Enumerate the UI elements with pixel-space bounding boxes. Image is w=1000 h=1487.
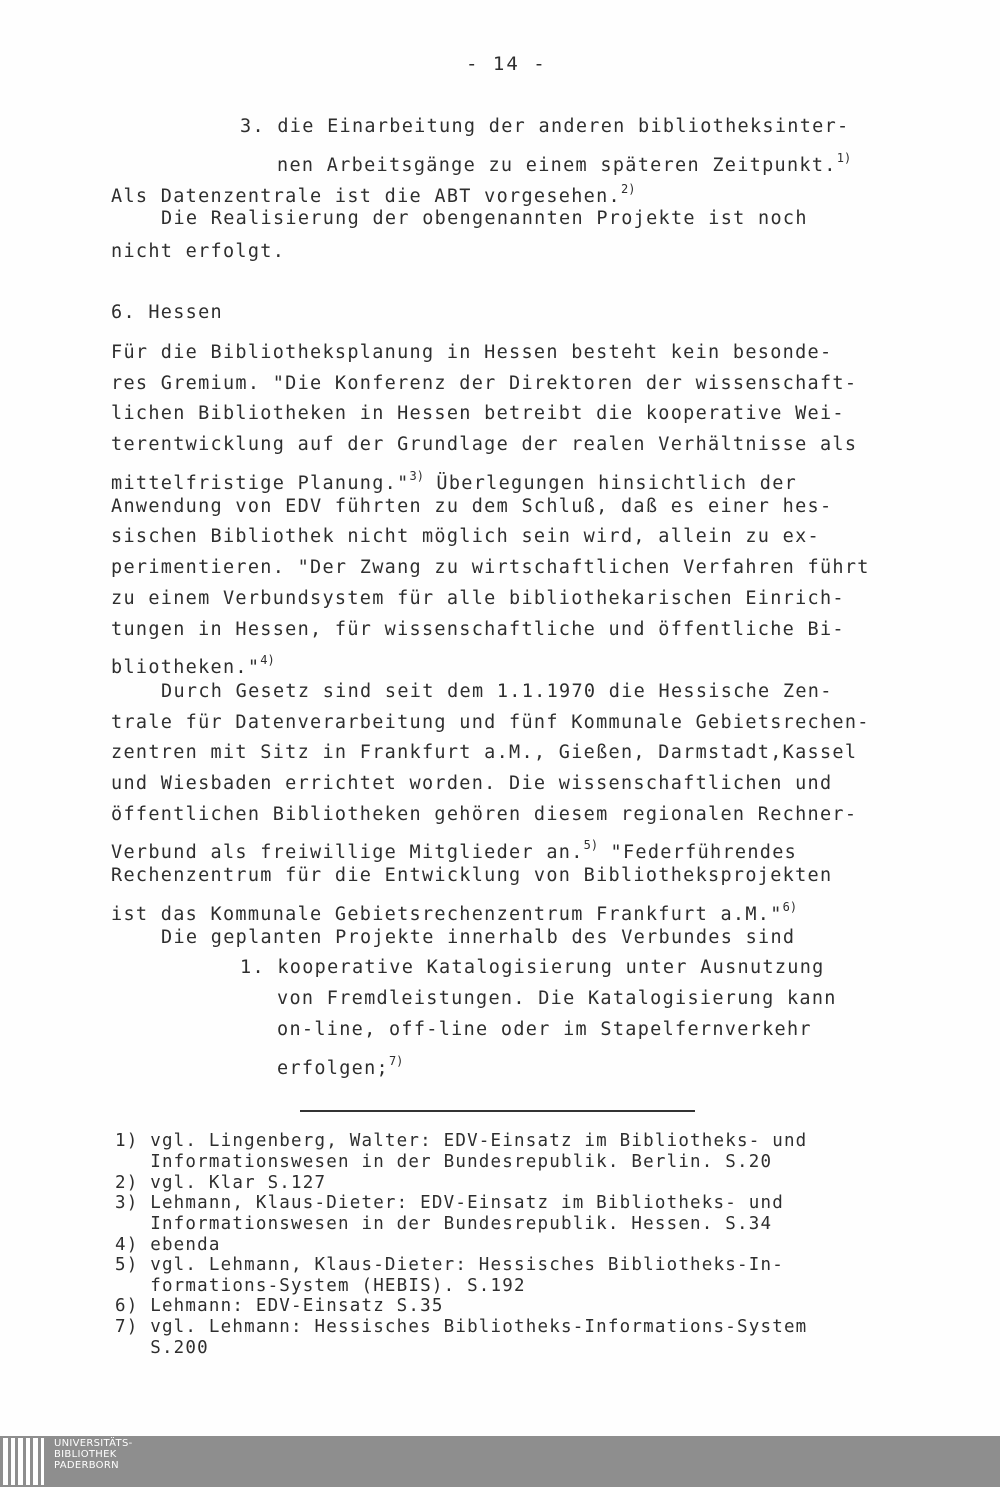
footnote: 4) ebenda	[115, 1235, 221, 1255]
text-line: res Gremium. "Die Konferenz der Direktoren der wissenschaft-	[111, 373, 858, 394]
footnote-ref: 6)	[782, 900, 798, 914]
text-line: Rechenzentrum für die Entwicklung von Bibliotheksprojekten	[111, 865, 833, 886]
footnote-ref: 2)	[620, 182, 636, 196]
text-line: mittelfristige Planung."$^{3)}$ Überlegungen hinsichtlich der	[111, 469, 798, 494]
footnote: formations-System (HEBIS). S.192	[115, 1276, 526, 1296]
text-line: Anwendung von EDV führten zu dem Schluß, daß es einer hes-	[111, 496, 833, 517]
library-logo-icon	[0, 1436, 50, 1487]
footnote-ref: 4)	[260, 653, 275, 667]
footnote-ref: 1)	[836, 151, 852, 165]
footnote: 5) vgl. Lehmann, Klaus-Dieter: Hessisches Bibliotheks-In-	[115, 1255, 784, 1275]
text-line: trale für Datenverarbeitung und fünf Kommunale Gebietsrechen-	[111, 712, 870, 733]
section-heading: 6. Hessen	[111, 302, 223, 323]
footnote: 7) vgl. Lehmann: Hessisches Bibliotheks-Informations-System	[115, 1317, 808, 1337]
library-name	[54, 1438, 133, 1471]
text-line: zu einem Verbundsystem für alle bibliothekarischen Einrich-	[111, 588, 845, 609]
text-line: öffentlichen Bibliotheken gehören diesem regionalen Rechner-	[111, 804, 858, 825]
footnote: 1) vgl. Lingenberg, Walter: EDV-Einsatz im Bibliotheks- und	[115, 1131, 808, 1151]
footnote: Informationswesen in der Bundesrepublik. Hessen. S.34	[115, 1214, 773, 1234]
footnote: Informationswesen in der Bundesrepublik. Berlin. S.20	[115, 1152, 773, 1172]
list-item-3: 3. die Einarbeitung der anderen bibliotheksinter-	[240, 116, 850, 137]
text-line: sischen Bibliothek nicht möglich sein wird, allein zu ex-	[111, 526, 820, 547]
library-name-line: PADERBORN	[54, 1460, 119, 1471]
text-line: perimentieren. "Der Zwang zu wirtschaftlichen Verfahren führt	[111, 557, 870, 578]
text-line: zentren mit Sitz in Frankfurt a.M., Gießen, Darmstadt,Kassel	[111, 742, 858, 763]
footnote-separator	[300, 1110, 695, 1112]
text-line: terentwicklung auf der Grundlage der realen Verhältnisse als	[111, 434, 858, 455]
text-line: Durch Gesetz sind seit dem 1.1.1970 die Hessische Zen-	[161, 681, 833, 702]
text-line: lichen Bibliotheken in Hessen betreibt die kooperative Wei-	[111, 403, 845, 424]
footnote: S.200	[115, 1338, 209, 1358]
text-line: on-line, off-line oder im Stapelfernverkehr	[277, 1019, 812, 1040]
text-line: nen Arbeitsgänge zu einem späteren Zeitpunkt.$^{1)}$	[277, 151, 852, 176]
text-line: tungen in Hessen, für wissenschaftliche und öffentliche Bi-	[111, 619, 845, 640]
text-line: Die geplanten Projekte innerhalb des Verbundes sind	[161, 927, 796, 948]
text-line: Die Realisierung der obengenannten Projekte ist noch	[161, 208, 808, 229]
text-line: bliotheken."$^{4)}$	[111, 653, 275, 678]
library-name-line: BIBLIOTHEK	[54, 1449, 117, 1460]
text-line: Für die Bibliotheksplanung in Hessen besteht kein besonde-	[111, 342, 833, 363]
library-footer-bar	[0, 1436, 1000, 1487]
text-line: Verbund als freiwillige Mitglieder an.$^{5)}$ "Federführendes	[111, 838, 798, 863]
text-line: Als Datenzentrale ist die ABT vorgesehen.$^{2)}$	[111, 182, 636, 207]
footnote-ref: 3)	[409, 469, 424, 483]
text-line: erfolgen;$^{7)}$	[277, 1054, 404, 1079]
text-line: ist das Kommunale Gebietsrechenzentrum Frankfurt a.M."$^{6)}$	[111, 900, 798, 925]
library-name-line: UNIVERSITÄTS-	[54, 1438, 133, 1449]
list-item-1: 1. kooperative Katalogisierung unter Ausnutzung	[240, 957, 825, 978]
footnote: 2) vgl. Klar S.127	[115, 1173, 327, 1193]
footnote: 3) Lehmann, Klaus-Dieter: EDV-Einsatz im Bibliotheks- und	[115, 1193, 784, 1213]
footnote-ref: 5)	[583, 838, 599, 852]
page-number: - 14 -	[466, 53, 547, 75]
text-line: von Fremdleistungen. Die Katalogisierung kann	[277, 988, 837, 1009]
text-line: nicht erfolgt.	[111, 241, 286, 262]
footnote: 6) Lehmann: EDV-Einsatz S.35	[115, 1296, 444, 1316]
footnote-ref: 7)	[388, 1054, 404, 1068]
text-line: und Wiesbaden errichtet worden. Die wissenschaftlichen und	[111, 773, 833, 794]
